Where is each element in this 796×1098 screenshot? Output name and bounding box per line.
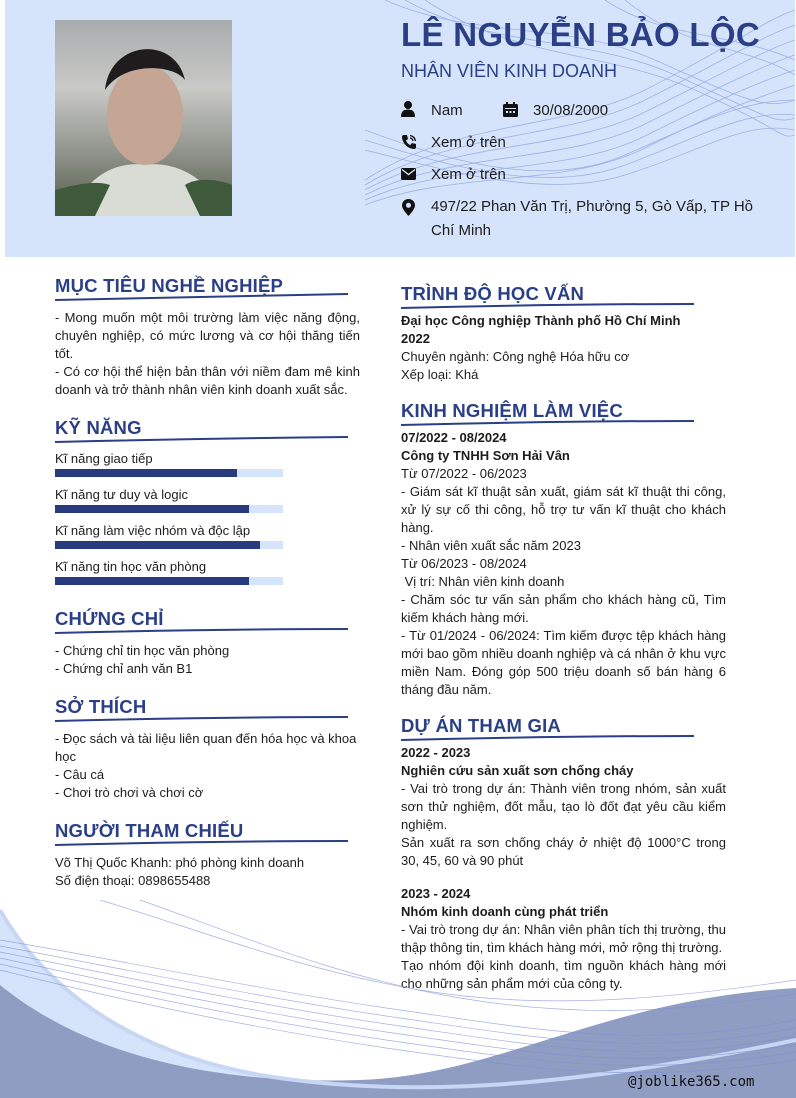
reference-line: Số điện thoại: 0898655488 bbox=[55, 873, 211, 888]
education-major: Chuyên ngành: Công nghệ Hóa hữu cơ bbox=[401, 349, 630, 364]
education-block bbox=[401, 312, 726, 384]
project-line: Tạo nhóm đội kinh doanh, tìm nguồn khách hàng mới cho những sản phẩm mới của công ty. bbox=[401, 958, 726, 991]
address-value: 497/22 Phan Văn Trị, Phường 5, Gò Vấp, TP Hồ Chí Minh bbox=[431, 198, 754, 239]
hobbies-underline bbox=[55, 714, 350, 724]
objective-heading: MỤC TIÊU NGHỀ NGHIỆP bbox=[55, 275, 284, 296]
experience-line: - Nhân viên xuất sắc năm 2023 bbox=[401, 538, 581, 553]
projects-heading: DỰ ÁN THAM GIA bbox=[401, 715, 561, 736]
experience-line: Từ 07/2022 - 06/2023 bbox=[401, 466, 527, 481]
certificate-item: - Chứng chỉ tin học văn phòng bbox=[55, 643, 230, 658]
education-heading: TRÌNH ĐỘ HỌC VẤN bbox=[401, 283, 585, 304]
skills-heading: KỸ NĂNG bbox=[55, 417, 142, 438]
skill-bar-track bbox=[55, 541, 283, 549]
skill-bar-track bbox=[55, 469, 283, 477]
envelope-icon bbox=[401, 168, 416, 180]
gender-value: Nam bbox=[431, 102, 463, 119]
footer-wave-decoration bbox=[0, 900, 796, 1098]
project-name: Nghiên cứu sản xuất sơn chống cháy bbox=[401, 763, 634, 778]
skill-bar-track bbox=[55, 505, 283, 513]
projects-underline bbox=[401, 733, 696, 743]
profile-photo-placeholder bbox=[55, 20, 232, 216]
experience-line: - Giám sát kĩ thuật sản xuất, giám sát kĩ thuật thi công, xử lý sự cố thi công, hỗ trợ tư vấn kĩ thuật cho khách hàng. bbox=[401, 484, 726, 535]
watermark-text: @joblike365.com bbox=[628, 1074, 755, 1090]
experience-company: Công ty TNHH Sơn Hải Vân bbox=[401, 448, 570, 463]
certificates-underline bbox=[55, 626, 350, 636]
school-name: Đại học Công nghiệp Thành phố Hồ Chí Minh bbox=[401, 313, 681, 328]
hobbies-list bbox=[55, 730, 360, 802]
skill-label: Kĩ năng làm việc nhóm và độc lập bbox=[55, 523, 251, 538]
hobby-item: - Đọc sách và tài liệu liên quan đến hóa học và khoa học bbox=[55, 731, 357, 764]
education-underline bbox=[401, 301, 696, 311]
skill-bar-fill bbox=[55, 469, 237, 477]
objective-line: - Mong muốn một môi trường làm việc năng động, chuyên nghiệp, có mức lương và cơ hội thăng tiến tốt. bbox=[55, 310, 360, 361]
hobby-item: - Câu cá bbox=[55, 767, 105, 782]
experience-line: Từ 06/2023 - 08/2024 bbox=[401, 556, 527, 571]
certificates-list bbox=[55, 642, 360, 678]
references-underline bbox=[55, 838, 350, 848]
experience-line: Vị trí: Nhân viên kinh doanh bbox=[401, 574, 565, 589]
skill-label: Kĩ năng tư duy và logic bbox=[55, 487, 189, 502]
profile-photo bbox=[55, 20, 232, 216]
person-icon bbox=[401, 101, 415, 117]
calendar-icon bbox=[503, 102, 518, 117]
objective-underline bbox=[55, 293, 350, 303]
skill-bar-fill bbox=[55, 541, 260, 549]
education-rank: Xếp loại: Khá bbox=[401, 367, 479, 382]
project-name: Nhóm kinh doanh cùng phát triển bbox=[401, 904, 609, 919]
experience-block bbox=[401, 429, 726, 699]
full-name: LÊ NGUYỄN BẢO LỘC bbox=[401, 16, 760, 53]
skills-underline bbox=[55, 435, 350, 445]
reference-line: Võ Thị Quốc Khanh: phó phòng kinh doanh bbox=[55, 855, 305, 870]
experience-line: - Từ 01/2024 - 06/2024: Tìm kiếm được tệp khách hàng mới bao gồm nhiều doanh nghiệp và cá nhân ở khu vực miền Nam. Đóng góp 500 triệu doanh số bán hàng 6 tháng đầu năm. bbox=[401, 628, 726, 697]
hobbies-heading: SỞ THÍCH bbox=[55, 696, 147, 717]
references-heading: NGƯỜI THAM CHIẾU bbox=[55, 820, 244, 841]
objective-line: - Có cơ hội thể hiện bản thân với niềm đam mê kinh doanh và trở thành nhân viên kinh doanh xuất sắc. bbox=[55, 364, 360, 397]
birthdate-value: 30/08/2000 bbox=[533, 102, 609, 119]
skill-bar-fill bbox=[55, 577, 249, 585]
experience-period: 07/2022 - 08/2024 bbox=[401, 430, 507, 445]
location-pin-icon bbox=[402, 199, 415, 216]
graduation-year: 2022 bbox=[401, 331, 430, 346]
phone-value: Xem ở trên bbox=[431, 134, 506, 151]
job-title: NHÂN VIÊN KINH DOANH bbox=[401, 61, 618, 81]
certificates-heading: CHỨNG CHỈ bbox=[55, 608, 164, 629]
experience-line: - Chăm sóc tư vấn sản phẩm cho khách hàng cũ, Tìm kiếm khách hàng mới. bbox=[401, 592, 726, 625]
references-text bbox=[55, 854, 360, 890]
skill-bar-track bbox=[55, 577, 283, 585]
phone-icon bbox=[401, 134, 417, 150]
certificate-item: - Chứng chỉ anh văn B1 bbox=[55, 661, 193, 676]
project-line: - Vai trò trong dự án: Thành viên trong nhóm, sản xuất sơn thử nghiệm, đốt mẫu, tạo lò đốt đạt yêu cầu kiểm nghiệm. bbox=[401, 781, 726, 832]
skill-label: Kĩ năng tin học văn phòng bbox=[55, 559, 207, 574]
project-period: 2023 - 2024 bbox=[401, 886, 471, 901]
project-line: - Vai trò trong dự án: Nhân viên phân tích thị trường, thu thập thông tin, tìm khách hàng mới, mở rộng thị trường. bbox=[401, 922, 726, 955]
skill-label: Kĩ năng giao tiếp bbox=[55, 451, 153, 466]
objective-text bbox=[55, 309, 360, 399]
hobby-item: - Chơi trò chơi và chơi cờ bbox=[55, 785, 204, 800]
experience-underline bbox=[401, 418, 696, 428]
project-item bbox=[401, 744, 726, 870]
project-line: Sản xuất ra sơn chống cháy ở nhiệt độ 1000°C trong 30, 45, 60 và 90 phút bbox=[401, 835, 726, 868]
email-value: Xem ở trên bbox=[431, 166, 506, 183]
skill-bar-fill bbox=[55, 505, 249, 513]
experience-heading: KINH NGHIỆM LÀM VIỆC bbox=[401, 400, 623, 421]
project-period: 2022 - 2023 bbox=[401, 745, 471, 760]
